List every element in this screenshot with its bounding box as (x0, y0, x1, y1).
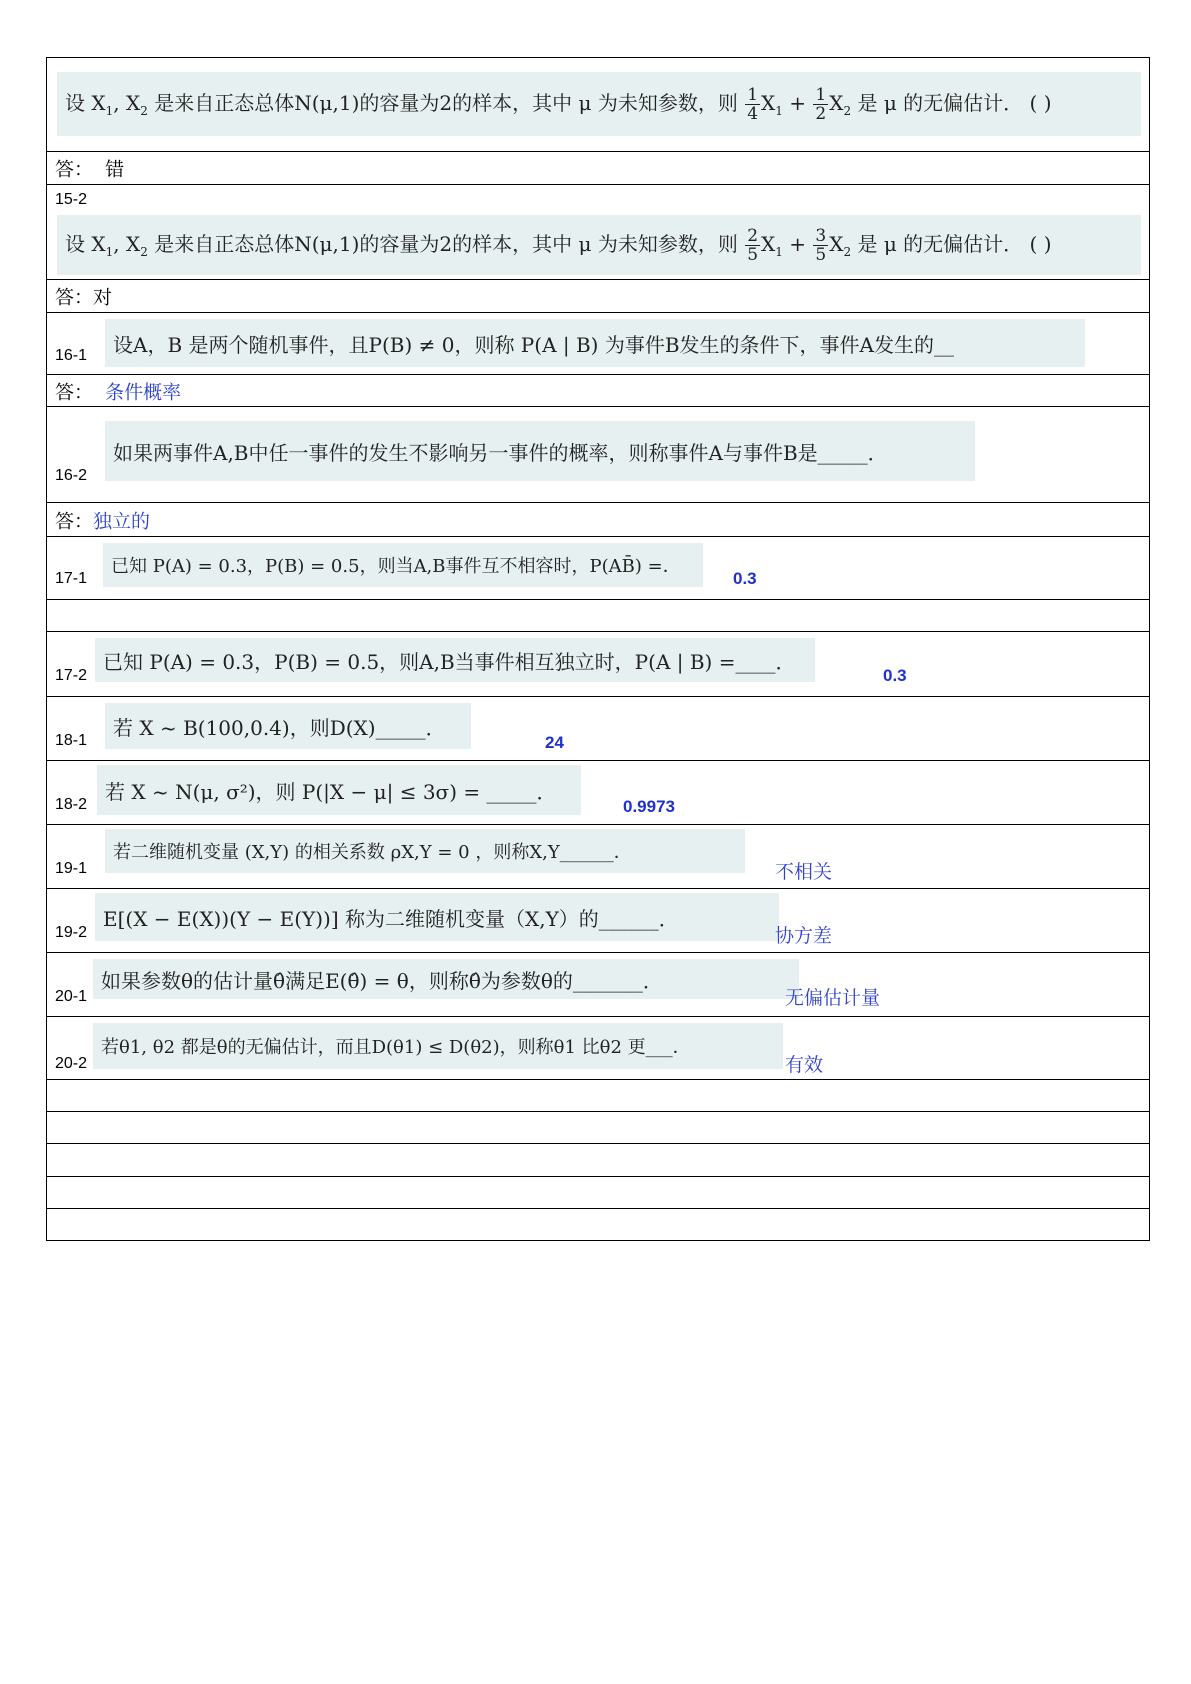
question-id: 20-1 (55, 988, 88, 1005)
question-box (93, 959, 799, 999)
question-id: 15-2 (55, 191, 88, 208)
question-id: 19-2 (55, 924, 88, 941)
answer-row (46, 152, 1150, 185)
question-row (46, 1017, 1150, 1080)
empty-row (46, 1209, 1150, 1241)
fraction: $\frac{3}{5}$ (815, 225, 827, 265)
question-box (103, 543, 703, 587)
question-box (57, 215, 1141, 275)
question-text: 设 $X_1$, $X_2$ 是来自正态总体N(μ,1)的容量为2的样本，其中 μ 为未知参数，则 $\frac{2}{5}$ $X_1$ + $\frac{3}{5}$ $X_2$ 是 μ 的无偏估计． ( ) (65, 225, 1052, 265)
question-row (46, 825, 1150, 889)
question-box (105, 319, 1085, 367)
answer-text: 答： 条件概率 (55, 381, 182, 403)
answer-value: 0.9973 (623, 797, 675, 816)
question-box (105, 703, 471, 749)
answer-value: 有效 (785, 1054, 824, 1076)
answer-text: 答： 错 (55, 158, 125, 181)
question-row (46, 537, 1150, 600)
question-row (46, 761, 1150, 825)
question-box (105, 829, 745, 873)
answer-text: 答：独立的 (55, 510, 151, 532)
answer-value: 不相关 (775, 861, 833, 883)
empty-row (46, 1177, 1150, 1209)
answer-row (46, 280, 1150, 313)
question-box (93, 1023, 783, 1069)
question-row (46, 632, 1150, 697)
fraction: $\frac{1}{4}$ (747, 84, 759, 124)
blank-row (46, 600, 1150, 632)
question-text: 已知 P(A) = 0.3，P(B) = 0.5，则当A,B事件互不相容时，P(AB̄) =． (111, 556, 681, 577)
question-text: 设 $X_1$, $X_2$ 是来自正态总体N(μ,1)的容量为2的样本，其中 μ 为未知参数，则 $\frac{1}{4}$ $X_1$ + $\frac{1}{2}$ $X_2$ 是 μ 的无偏估计． ( ) (65, 84, 1052, 124)
question-id: 19-1 (55, 860, 88, 877)
question-text: 若二维随机变量 (X,Y) 的相关系数 ρX,Y = 0 ，则称X,Y______． (113, 842, 632, 863)
fraction: $\frac{2}{5}$ (747, 225, 759, 265)
answer-row (46, 375, 1150, 407)
question-row (46, 185, 1150, 280)
question-box (95, 638, 815, 682)
question-id: 16-2 (55, 467, 88, 484)
fraction: $\frac{1}{2}$ (815, 84, 827, 124)
question-text: 如果参数θ的估计量θ̂满足E(θ̂) = θ，则称θ̂为参数θ的_______． (101, 968, 663, 993)
answer-value: 0.3 (733, 569, 757, 588)
question-id: 20-2 (55, 1055, 88, 1072)
empty-row (46, 1080, 1150, 1112)
empty-row (46, 1112, 1150, 1144)
answer-value: 无偏估计量 (785, 987, 881, 1009)
question-id: 18-1 (55, 732, 88, 749)
question-box (97, 765, 581, 815)
question-text: 若 X ~ B(100,0.4)，则D(X)_____． (113, 715, 446, 740)
question-box (95, 893, 779, 941)
empty-row (46, 1144, 1150, 1177)
answer-text: 答：对 (55, 286, 113, 309)
question-text: 设A，B 是两个随机事件，且P(B) ≠ 0，则称 P(A | B) 为事件B发生的条件下，事件A发生的__ (113, 332, 954, 357)
answer-value: 24 (545, 733, 564, 752)
answer-value: 协方差 (775, 925, 833, 947)
question-row (46, 953, 1150, 1017)
question-id: 17-2 (55, 667, 88, 684)
question-row (46, 57, 1150, 152)
question-box (105, 421, 975, 481)
question-row (46, 889, 1150, 953)
question-id: 17-1 (55, 570, 88, 587)
question-box (57, 72, 1141, 136)
question-row (46, 313, 1150, 375)
question-text: 若 X ~ N(μ, σ²)，则 P(|X − μ| ≤ 3σ) = _____． (105, 779, 557, 804)
question-text: E[(X − E(X))(Y − E(Y))] 称为二维随机变量（X,Y）的______． (103, 906, 679, 931)
question-id: 16-1 (55, 347, 88, 364)
question-row (46, 407, 1150, 503)
answer-value: 0.3 (883, 666, 907, 685)
question-text: 若θ1, θ2 都是θ的无偏估计，而且D(θ1) ≤ D(θ2)，则称θ1 比θ2 更___． (101, 1037, 691, 1058)
question-id: 18-2 (55, 796, 88, 813)
question-text: 已知 P(A) = 0.3，P(B) = 0.5，则A,B当事件相互独立时，P(A | B) =____． (103, 649, 796, 674)
question-row (46, 697, 1150, 761)
question-text: 如果两事件A,B中任一事件的发生不影响另一事件的概率，则称事件A与事件B是_____． (113, 440, 888, 465)
answer-row (46, 503, 1150, 537)
qa-table (46, 57, 1150, 1241)
